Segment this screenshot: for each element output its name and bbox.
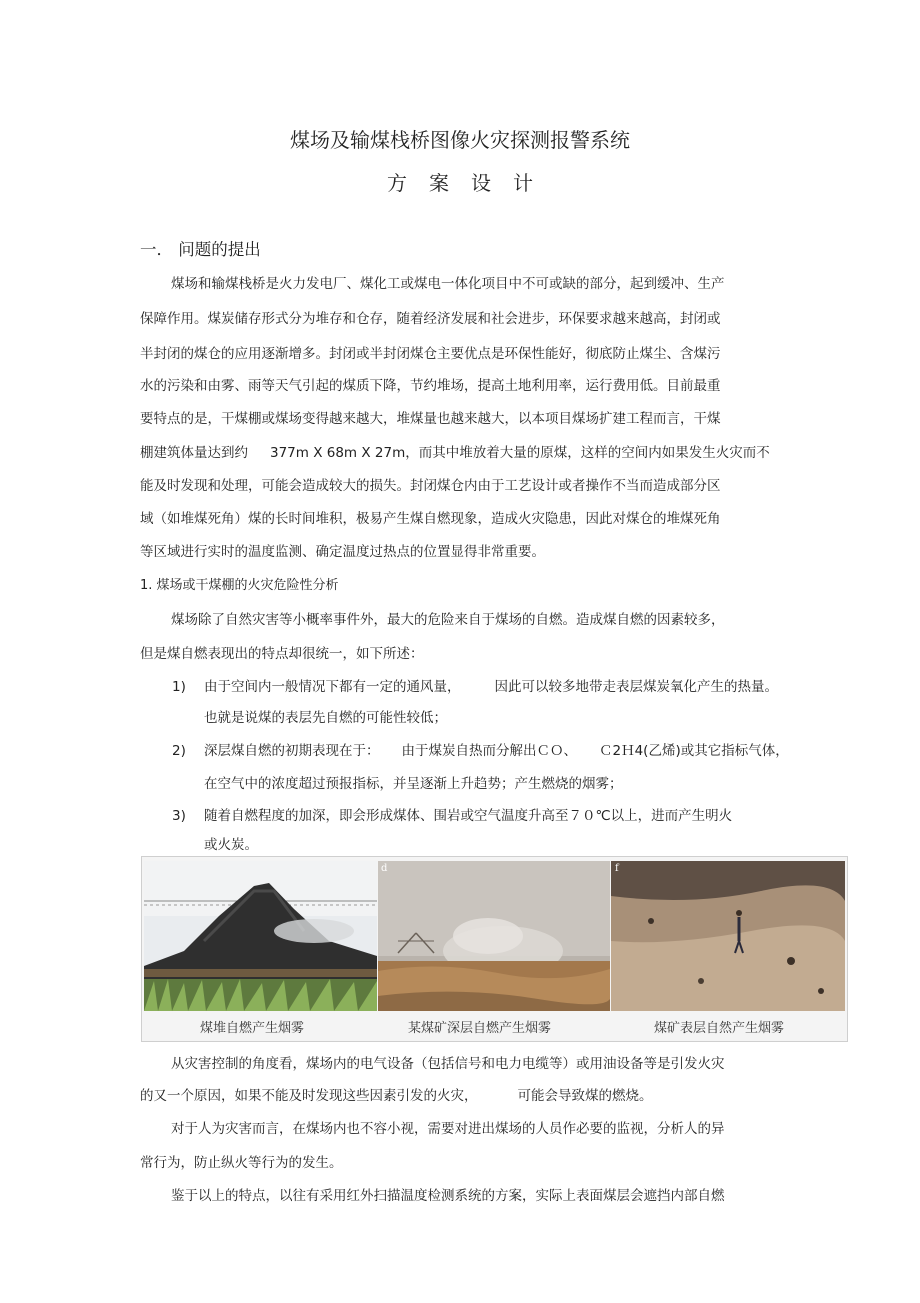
figure-caption: 煤堆自燃产生烟雾 [200,1021,305,1036]
paragraph-line: 能及时发现和处理，可能会造成较大的损失。封闭煤仓内由于工艺设计或者操作不当而造成部分区 [140,478,721,494]
paragraph-line-part: 的又一个原因，如果不能及时发现这些因素引发的火灾， [140,1088,478,1104]
list-item-text: 因此可以较多地带走表层煤炭氧化产生的热量。 [494,679,778,695]
list-item-continuation: 在空气中的浓度超过预报指标，并呈逐渐上升趋势；产生燃烧的烟雾； [204,776,623,792]
paragraph-line: 对于人为灾害而言，在煤场内也不容小视，需要对进出煤场的人员作必要的监视，分析人的异 [171,1121,725,1137]
document-subtitle: 方案设计 [387,171,555,195]
figure-coal-fire-photos [141,856,848,1042]
photo-coal-pile-smoke [144,861,377,1011]
list-item-text: 由于空间内一般情况下都有一定的通风量， [204,679,461,695]
paragraph-line [140,444,770,462]
list-item-number: 3) [172,808,186,824]
subsection-heading: 1. 煤场或干煤棚的火灾危险性分析 [140,578,339,593]
list-item [204,678,778,696]
paragraph-line-part: 377m X 68m X 27m，而其中堆放着大量的原煤，这样的空间内如果发生火灾而不 [270,445,770,461]
paragraph-line: 常行为，防止纵火等行为的发生。 [140,1155,343,1171]
paragraph-line-part: 棚建筑体量达到约 [140,445,248,461]
list-item-text: 由于煤炭自热而分解出ＣＯ、 [401,743,577,759]
paragraph-line: 从灾害控制的角度看，煤场内的电气设备（包括信号和电力电缆等）或用油设备等是引发火灾 [171,1056,725,1072]
figure-caption: 某煤矿深层自燃产生烟雾 [408,1021,552,1036]
photo-deep-mine-smoke [378,861,610,1011]
list-item [204,742,789,760]
panel-label: f [615,863,619,874]
paragraph-line: 半封闭的煤仓的应用逐渐增多。封闭或半封闭煤仓主要优点是环保性能好，彻底防止煤尘、含煤污 [140,346,721,362]
paragraph-line: 水的污染和由雾、雨等天气引起的煤质下降，节约堆场，提高土地利用率，运行费用低。目前最重 [140,378,721,394]
document-title: 煤场及输煤栈桥图像火灾探测报警系统 [290,128,630,152]
list-item-number: 2) [172,743,186,759]
paragraph-line: 保障作用。煤炭储存形式分为堆存和仓存，随着经济发展和社会进步，环保要求越来越高，封闭或 [140,311,721,327]
section-heading: 一． 问题的提出 [140,240,261,259]
list-item-text: Ｃ2Ｈ4(乙烯)或其它指标气体， [599,743,789,759]
list-item: 随着自燃程度的加深，即会形成煤体、围岩或空气温度升高至７０℃以上，进而产生明火 [204,808,733,824]
figure-caption: 煤矿表层自然产生烟雾 [654,1021,785,1036]
paragraph-line: 鉴于以上的特点，以往有采用红外扫描温度检测系统的方案，实际上表面煤层会遮挡内部自燃 [171,1188,725,1204]
paragraph-line: 要特点的是，干煤棚或煤场变得越来越大，堆煤量也越来越大，以本项目煤场扩建工程而言，干煤 [140,411,721,427]
list-item-continuation: 或火炭。 [204,837,258,853]
list-item-number: 1) [172,679,186,695]
paragraph-line-part: 可能会导致煤的燃烧。 [517,1088,653,1104]
paragraph-line: 等区域进行实时的温度监测、确定温度过热点的位置显得非常重要。 [140,544,545,560]
paragraph-line: 煤场除了自然灾害等小概率事件外，最大的危险来自于煤场的自燃。造成煤自燃的因素较多， [171,612,725,628]
paragraph-line [140,1087,653,1105]
panel-label: d [381,863,388,874]
list-item-text: 深层煤自燃的初期表现在于： [204,743,380,759]
list-item-continuation: 也就是说煤的表层先自燃的可能性较低； [204,710,447,726]
photo-surface-mine-smoke [611,861,845,1011]
paragraph-line: 域（如堆煤死角）煤的长时间堆积，极易产生煤自燃现象，造成火灾隐患，因此对煤仓的堆煤死角 [140,511,721,527]
paragraph-line: 但是煤自燃表现出的特点却很统一，如下所述： [140,646,424,662]
paragraph-line: 煤场和输煤栈桥是火力发电厂、煤化工或煤电一体化项目中不可或缺的部分，起到缓冲、生产 [171,276,725,292]
